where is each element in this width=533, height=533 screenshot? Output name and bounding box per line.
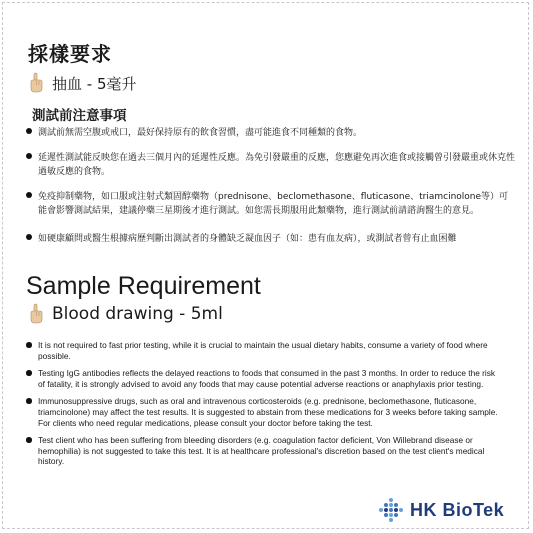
list-item-text: Immunosuppressive drugs, such as oral and intravenous corticosteroids (e.g. prednisone, beclomethasone, fluticasone, triamcinolone) may affect the test results. It is suggested to abstain from these medications for 3 weeks before taking sample. For clients who need regular medications, please consult your doctor before taking the test. — [38, 396, 498, 428]
list-item-text: 測試前無需空腹或戒口，最好保持原有的飲食習慣，盡可能進食不同種類的食物。 — [38, 128, 363, 138]
hand-pointing-icon — [28, 303, 44, 325]
list-item — [26, 126, 516, 140]
list-item — [26, 151, 516, 179]
cn-title: 採樣要求 — [28, 42, 112, 66]
brand-name: HK BioTek — [410, 499, 505, 520]
list-item — [26, 190, 516, 218]
bullet-icon — [26, 398, 32, 404]
en-requirement-text: Blood drawing - 5ml — [52, 304, 223, 324]
dot-grid-logo-icon — [378, 497, 404, 523]
list-item-text: 免疫抑制藥物，如口服或注射式類固醇藥物（prednisone、beclomethasone、fluticasone、triamcinolone等）可能會影響測試結果，建議停藥三星期後才進行測試。如您需長期服用此類藥物，進行測試前請諮詢醫生的意見。 — [38, 192, 509, 216]
en-notes-list — [26, 340, 504, 474]
list-item-text: Testing IgG antibodies reflects the delayed reactions to foods that consumed in the past 3 months. In order to reduce the risk of fatality, it is strongly advised to avoid any foods that may cause potential adverse reactions or anaphylaxis prior testing. — [38, 368, 496, 389]
bullet-icon — [26, 437, 32, 443]
cn-requirement-text: 抽血 - 5毫升 — [52, 74, 137, 93]
bullet-icon — [26, 128, 32, 134]
bullet-icon — [26, 153, 32, 159]
bullet-icon — [26, 370, 32, 376]
bullet-icon — [26, 234, 32, 240]
list-item — [26, 368, 504, 389]
list-item — [26, 232, 516, 246]
bullet-icon — [26, 342, 32, 348]
hand-pointing-icon — [28, 72, 44, 94]
brand-logo — [378, 497, 504, 523]
list-item-text: 如硬康顧問或醫生根據病歷判斷出測試者的身體缺乏凝血因子（如：患有血友病），或測試者曾有止血困難 — [38, 234, 457, 244]
list-item-text: It is not required to fast prior testing, while it is crucial to maintain the usual dietary habits, consume a variety of food where possible. — [38, 340, 488, 361]
en-requirement-row — [28, 303, 223, 325]
list-item-text: 延遲性測試能反映您在過去三個月內的延遲性反應。為免引發嚴重的反應，您應避免再次進食或接觸曾引發嚴重或休克性過敏反應的食物。 — [38, 153, 516, 177]
en-title: Sample Requirement — [26, 272, 261, 300]
bullet-icon — [26, 192, 32, 198]
list-item — [26, 340, 504, 361]
cn-notes-list — [26, 126, 516, 246]
cn-subtitle: 測試前注意事項 — [32, 108, 127, 124]
list-item — [26, 435, 504, 467]
cn-requirement-row — [28, 72, 137, 94]
list-item — [26, 396, 504, 428]
list-item-text: Test client who has been suffering from bleeding disorders (e.g. coagulation factor deficient, Von Willebrand disease or hemophilia) is not suggested to take this test. It is at healthcare professional's discretion based on the test client's medical history. — [38, 435, 485, 467]
